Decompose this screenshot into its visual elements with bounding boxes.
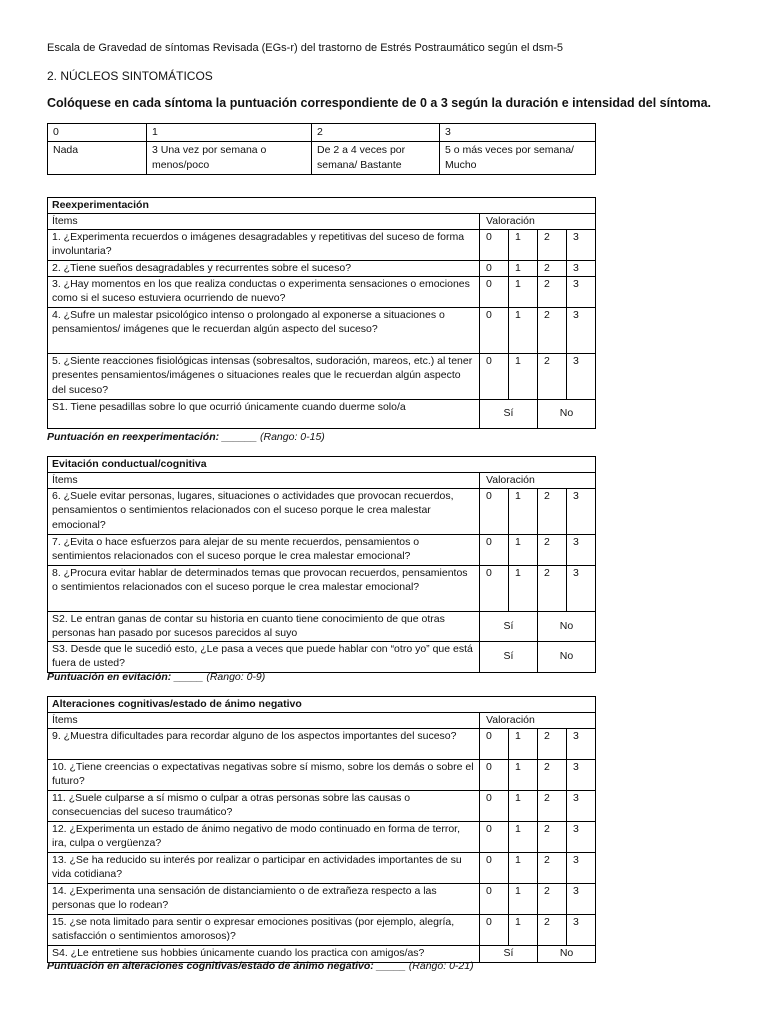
group-title: Reexperimentación bbox=[48, 198, 596, 214]
rating-option-0[interactable]: 0 bbox=[480, 883, 509, 914]
item-text: 4. ¿Sufre un malestar psicológico intenso o prolongado al exponerse a situaciones o pensamientos/ imágenes que le recuerdan algún aspecto del suceso? bbox=[48, 307, 480, 353]
item-text: 12. ¿Experimenta un estado de ánimo negativo de modo continuado en forma de terror, ira, culpa o vergüenza? bbox=[48, 821, 480, 852]
rating-option-3[interactable]: 3 bbox=[567, 353, 596, 399]
item-row bbox=[48, 307, 596, 353]
rating-option-2[interactable]: 2 bbox=[538, 565, 567, 611]
rating-option-3[interactable]: 3 bbox=[567, 488, 596, 534]
rating-option-1[interactable]: 1 bbox=[509, 260, 538, 276]
item-row bbox=[48, 353, 596, 399]
items-header: Ítems bbox=[48, 213, 480, 229]
yesno-question: S4. ¿Le entretiene sus hobbies únicamente cuando los practica con amigos/as? bbox=[48, 945, 480, 962]
item-row bbox=[48, 883, 596, 914]
scale-desc-0: Nada bbox=[48, 142, 147, 175]
section-title: 2. NÚCLEOS SINTOMÁTICOS bbox=[47, 69, 213, 83]
rating-option-1[interactable]: 1 bbox=[509, 565, 538, 611]
rating-option-2[interactable]: 2 bbox=[538, 728, 567, 759]
rating-option-2[interactable]: 2 bbox=[538, 488, 567, 534]
rating-option-0[interactable]: 0 bbox=[480, 759, 509, 790]
rating-option-1[interactable]: 1 bbox=[509, 307, 538, 353]
rating-option-1[interactable]: 1 bbox=[509, 488, 538, 534]
group-title-row bbox=[48, 457, 596, 473]
item-row bbox=[48, 914, 596, 945]
rating-option-0[interactable]: 0 bbox=[480, 852, 509, 883]
items-header-row bbox=[48, 712, 596, 728]
rating-option-0[interactable]: 0 bbox=[480, 914, 509, 945]
yesno-question: S3. Desde que le sucedió esto, ¿Le pasa a veces que puede hablar con “otro yo” que está fuera de usted? bbox=[48, 641, 480, 672]
item-text: 2. ¿Tiene sueños desagradables y recurrentes sobre el suceso? bbox=[48, 260, 480, 276]
rating-option-2[interactable]: 2 bbox=[538, 534, 567, 565]
item-text: 10. ¿Tiene creencias o expectativas negativas sobre sí mismo, sobre los demás o sobre el futuro? bbox=[48, 759, 480, 790]
scale-header-0: 0 bbox=[48, 124, 147, 142]
yesno-row bbox=[48, 611, 596, 641]
scale-header-3: 3 bbox=[440, 124, 596, 142]
rating-option-0[interactable]: 0 bbox=[480, 728, 509, 759]
scale-desc-1: 3 Una vez por semana o menos/poco bbox=[147, 142, 312, 175]
valoracion-header: Valoración bbox=[480, 472, 596, 488]
rating-option-2[interactable]: 2 bbox=[538, 353, 567, 399]
item-row bbox=[48, 759, 596, 790]
rating-option-3[interactable]: 3 bbox=[567, 276, 596, 307]
rating-option-2[interactable]: 2 bbox=[538, 790, 567, 821]
yesno-question: S2. Le entran ganas de contar su historia en cuanto tiene conocimiento de que otras personas han pasado por sucesos parecidos al suyo bbox=[48, 611, 480, 641]
rating-option-1[interactable]: 1 bbox=[509, 759, 538, 790]
group-title-row bbox=[48, 198, 596, 214]
item-text: 1. ¿Experimenta recuerdos o imágenes desagradables y repetitivas del suceso de forma involuntaria? bbox=[48, 229, 480, 260]
item-text: 3. ¿Hay momentos en los que realiza conductas o experimenta sensaciones o emociones como si el suceso estuviera ocurriendo de nuevo? bbox=[48, 276, 480, 307]
item-text: 11. ¿Suele culparse a sí mismo o culpar a otras personas sobre las causas o consecuencias del suceso traumático? bbox=[48, 790, 480, 821]
yesno-row bbox=[48, 641, 596, 672]
yesno-row bbox=[48, 399, 596, 428]
item-text: 7. ¿Evita o hace esfuerzos para alejar de su mente recuerdos, pensamientos o sentimientos relacionados con el suceso porque le crea malestar emocional? bbox=[48, 534, 480, 565]
valoracion-header: Valoración bbox=[480, 213, 596, 229]
rating-option-3[interactable]: 3 bbox=[567, 565, 596, 611]
symptom-table bbox=[47, 456, 596, 673]
rating-option-1[interactable]: 1 bbox=[509, 534, 538, 565]
score-label: Puntuación en alteraciones cognitivas/estado de ánimo negativo: bbox=[47, 960, 374, 972]
items-header: Ítems bbox=[48, 472, 480, 488]
score-line bbox=[47, 431, 325, 443]
score-blank[interactable]: _____ bbox=[174, 671, 204, 683]
item-text: 5. ¿Siente reacciones fisiológicas intensas (sobresaltos, sudoración, mareos, etc.) al tener presentes pensamientos/imágenes o situaciones reales que le recuerdan algún aspecto del suceso? bbox=[48, 353, 480, 399]
item-row bbox=[48, 821, 596, 852]
item-row bbox=[48, 534, 596, 565]
yes-option[interactable]: Sí bbox=[480, 945, 538, 962]
score-line bbox=[47, 671, 265, 683]
items-header-row bbox=[48, 472, 596, 488]
item-row bbox=[48, 488, 596, 534]
group-title: Alteraciones cognitivas/estado de ánimo negativo bbox=[48, 697, 596, 713]
rating-option-0[interactable]: 0 bbox=[480, 307, 509, 353]
group-title: Evitación conductual/cognitiva bbox=[48, 457, 596, 473]
item-text: 9. ¿Muestra dificultades para recordar alguno de los aspectos importantes del suceso? bbox=[48, 728, 480, 759]
score-range: (Rango: 0-15) bbox=[260, 431, 325, 443]
scale-desc-2: De 2 a 4 veces por semana/ Bastante bbox=[312, 142, 440, 175]
item-row bbox=[48, 260, 596, 276]
rating-option-3[interactable]: 3 bbox=[567, 534, 596, 565]
scale-desc-3: 5 o más veces por semana/ Mucho bbox=[440, 142, 596, 175]
item-text: 15. ¿se nota limitado para sentir o expresar emociones positivas (por ejemplo, alegría, satisfacción o sentimientos amorosos)? bbox=[48, 914, 480, 945]
rating-option-0[interactable]: 0 bbox=[480, 534, 509, 565]
item-text: 13. ¿Se ha reducido su interés por realizar o participar en actividades importantes de su vida cotidiana? bbox=[48, 852, 480, 883]
rating-option-3[interactable]: 3 bbox=[567, 883, 596, 914]
rating-option-3[interactable]: 3 bbox=[567, 790, 596, 821]
score-range: (Rango: 0-21) bbox=[408, 960, 474, 972]
document-header: Escala de Gravedad de síntomas Revisada (EGs-r) del trastorno de Estrés Postraumático según el dsm-5 bbox=[47, 42, 564, 54]
scale-header-2: 2 bbox=[312, 124, 440, 142]
group-title-row bbox=[48, 697, 596, 713]
rating-option-0[interactable]: 0 bbox=[480, 488, 509, 534]
no-option[interactable]: No bbox=[538, 641, 596, 672]
rating-option-3[interactable]: 3 bbox=[567, 728, 596, 759]
item-row bbox=[48, 852, 596, 883]
rating-option-1[interactable]: 1 bbox=[509, 728, 538, 759]
rating-option-1[interactable]: 1 bbox=[509, 353, 538, 399]
no-option[interactable]: No bbox=[538, 611, 596, 641]
rating-option-0[interactable]: 0 bbox=[480, 260, 509, 276]
item-text: 6. ¿Suele evitar personas, lugares, situaciones o actividades que provocan recuerdos, pensamientos o sentimientos relacionados con el suceso porque le crea malestar emocional? bbox=[48, 488, 480, 534]
yesno-question: S1. Tiene pesadillas sobre lo que ocurrió únicamente cuando duerme solo/a bbox=[48, 399, 480, 428]
rating-option-2[interactable]: 2 bbox=[538, 260, 567, 276]
item-row bbox=[48, 728, 596, 759]
scale-header-1: 1 bbox=[147, 124, 312, 142]
rating-option-2[interactable]: 2 bbox=[538, 883, 567, 914]
score-blank[interactable]: ______ bbox=[222, 431, 258, 443]
score-blank[interactable]: _____ bbox=[376, 960, 406, 972]
rating-option-1[interactable]: 1 bbox=[509, 914, 538, 945]
rating-option-0[interactable]: 0 bbox=[480, 276, 509, 307]
item-row bbox=[48, 229, 596, 260]
score-label: Puntuación en evitación: bbox=[47, 671, 172, 683]
rating-option-3[interactable]: 3 bbox=[567, 229, 596, 260]
item-row bbox=[48, 276, 596, 307]
score-label: Puntuación en reexperimentación: bbox=[47, 431, 220, 443]
rating-option-2[interactable]: 2 bbox=[538, 914, 567, 945]
rating-option-2[interactable]: 2 bbox=[538, 229, 567, 260]
symptom-table bbox=[47, 197, 596, 429]
item-text: 14. ¿Experimenta una sensación de distanciamiento o de extrañeza respecto a las personas que lo rodean? bbox=[48, 883, 480, 914]
instruction-text: Colóquese en cada síntoma la puntuación correspondiente de 0 a 3 según la duración e intensidad del síntoma. bbox=[47, 96, 712, 110]
score-range: (Rango: 0-9) bbox=[206, 671, 266, 683]
rating-option-0[interactable]: 0 bbox=[480, 790, 509, 821]
rating-option-3[interactable]: 3 bbox=[567, 852, 596, 883]
rating-option-0[interactable]: 0 bbox=[480, 821, 509, 852]
no-option[interactable]: No bbox=[538, 399, 596, 428]
scale-description-row bbox=[48, 142, 596, 175]
rating-option-0[interactable]: 0 bbox=[480, 229, 509, 260]
rating-option-1[interactable]: 1 bbox=[509, 790, 538, 821]
rating-option-1[interactable]: 1 bbox=[509, 852, 538, 883]
rating-option-1[interactable]: 1 bbox=[509, 276, 538, 307]
item-row bbox=[48, 790, 596, 821]
rating-option-2[interactable]: 2 bbox=[538, 759, 567, 790]
rating-option-1[interactable]: 1 bbox=[509, 821, 538, 852]
valoracion-header: Valoración bbox=[480, 712, 596, 728]
rating-option-0[interactable]: 0 bbox=[480, 565, 509, 611]
rating-option-1[interactable]: 1 bbox=[509, 883, 538, 914]
rating-option-2[interactable]: 2 bbox=[538, 821, 567, 852]
rating-option-0[interactable]: 0 bbox=[480, 353, 509, 399]
rating-option-3[interactable]: 3 bbox=[567, 821, 596, 852]
scale-header-row bbox=[48, 124, 596, 142]
rating-option-3[interactable]: 3 bbox=[567, 759, 596, 790]
no-option[interactable]: No bbox=[538, 945, 596, 962]
symptom-table bbox=[47, 696, 596, 963]
items-header: Ítems bbox=[48, 712, 480, 728]
rating-option-2[interactable]: 2 bbox=[538, 276, 567, 307]
item-row bbox=[48, 565, 596, 611]
yes-option[interactable]: Sí bbox=[480, 399, 538, 428]
rating-option-3[interactable]: 3 bbox=[567, 260, 596, 276]
yes-option[interactable]: Sí bbox=[480, 641, 538, 672]
rating-option-3[interactable]: 3 bbox=[567, 914, 596, 945]
rating-option-2[interactable]: 2 bbox=[538, 307, 567, 353]
rating-option-1[interactable]: 1 bbox=[509, 229, 538, 260]
item-text: 8. ¿Procura evitar hablar de determinados temas que provocan recuerdos, pensamientos o sentimientos relacionados con el suceso porque le crea malestar emocional? bbox=[48, 565, 480, 611]
score-line bbox=[47, 960, 474, 972]
scale-table bbox=[47, 123, 596, 175]
rating-option-3[interactable]: 3 bbox=[567, 307, 596, 353]
rating-option-2[interactable]: 2 bbox=[538, 852, 567, 883]
yes-option[interactable]: Sí bbox=[480, 611, 538, 641]
items-header-row bbox=[48, 213, 596, 229]
